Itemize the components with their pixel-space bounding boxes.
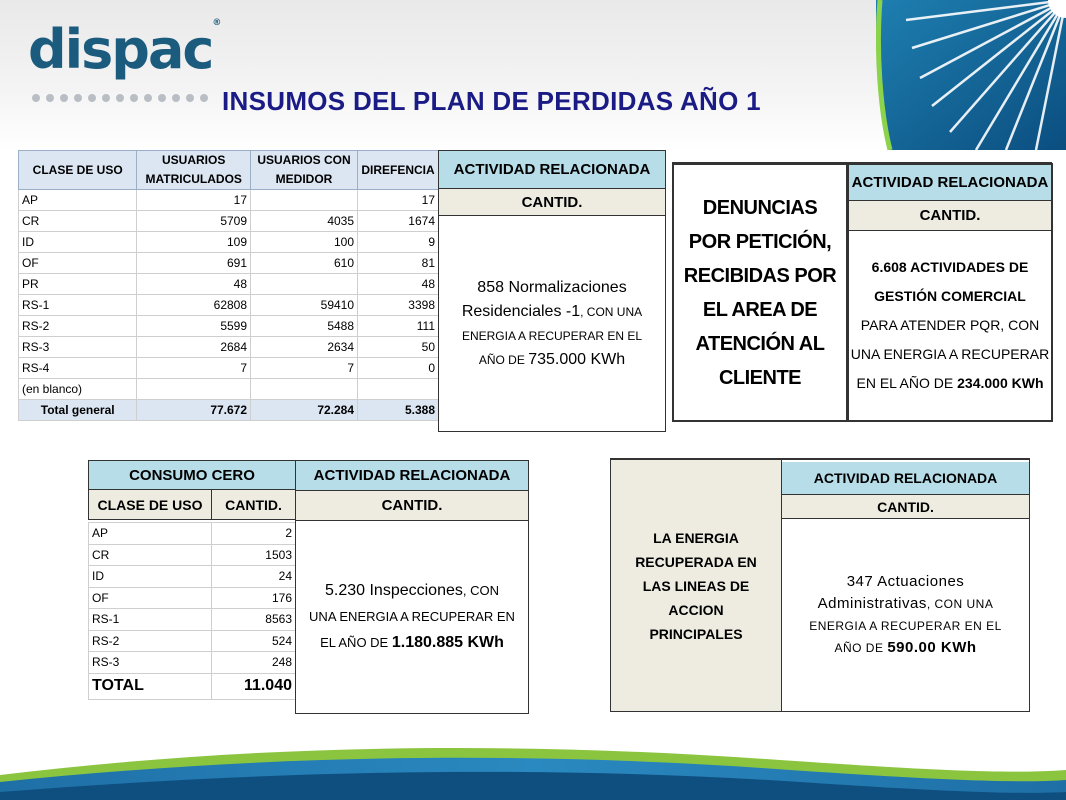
value-cell (137, 379, 251, 400)
value-cell (251, 274, 358, 295)
consumo-col-clase: CLASE DE USO (89, 490, 212, 519)
table-row (19, 337, 439, 358)
col-header-matriculados-text: USUARIOS MATRICULADOS (145, 153, 242, 186)
complaints-line-5-pre: EN EL AÑO DE (856, 374, 958, 391)
value-cell: 62808 (137, 295, 251, 316)
value-cell: 111 (358, 316, 439, 337)
energy-activity-box (781, 459, 1030, 712)
usage-class-cell: AP (89, 523, 212, 545)
energy-line-2-rest: , CON UNA (926, 597, 994, 611)
usage-class-table (18, 150, 439, 421)
value-cell: 0 (358, 358, 439, 379)
activity-description (439, 216, 665, 431)
inspections-line-1-rest: , CON (462, 583, 499, 598)
page-title: INSUMOS DEL PLAN DE PERDIDAS AÑO 1 (222, 86, 761, 116)
table-row (19, 295, 439, 316)
value-cell: 9 (358, 232, 439, 253)
value-cell: 2634 (251, 337, 358, 358)
energy-activity-header: ACTIVIDAD RELACIONADA (782, 462, 1029, 495)
total-row (19, 400, 439, 421)
dispac-logo (28, 18, 221, 81)
inspections-line-3-pre: EL AÑO DE (320, 635, 392, 650)
value-cell (251, 190, 358, 211)
value-cell: 4035 (251, 211, 358, 232)
usage-class-cell: RS-2 (89, 630, 212, 652)
inspections-line-1 (325, 578, 499, 604)
col-header-matriculados (137, 151, 251, 190)
energy-line-2 (818, 593, 994, 615)
usage-class-cell: RS-4 (19, 358, 137, 379)
activity-line-4-pre: AÑO DE (478, 352, 529, 367)
value-cell: 5488 (251, 316, 358, 337)
usage-class-cell: OF (19, 253, 137, 274)
value-cell (358, 379, 439, 400)
col-header-diferencia: DIREFENCIA (358, 151, 439, 190)
total-value: 77.672 (137, 400, 251, 421)
col-header-medidor (251, 151, 358, 190)
table-row (89, 587, 296, 609)
table-row (19, 316, 439, 337)
value-cell: 1503 (212, 544, 296, 566)
usage-class-cell: RS-1 (19, 295, 137, 316)
energy-line-1: 347 Actuaciones (846, 573, 965, 590)
col-header-medidor-text: USUARIOS CON MEDIDOR (257, 153, 351, 186)
inspections-line-3 (320, 630, 504, 656)
total-value: 5.388 (358, 400, 439, 421)
total-value: 11.040 (212, 673, 296, 699)
value-cell: 17 (137, 190, 251, 211)
energy-line-4 (834, 637, 976, 659)
value-cell: 7 (137, 358, 251, 379)
usage-class-cell: ID (19, 232, 137, 253)
complaints-line-2: GESTIÓN COMERCIAL (874, 287, 1026, 304)
value-cell: 100 (251, 232, 358, 253)
activity-line-2-bold: Residenciales -1 (461, 302, 581, 320)
table-row (19, 232, 439, 253)
usage-class-cell: OF (89, 587, 212, 609)
inspections-line-2: UNA ENERGIA A RECUPERAR EN (309, 609, 515, 624)
energy-activity-description (782, 519, 1029, 711)
complaints-activity-header: ACTIVIDAD RELACIONADA (849, 165, 1051, 201)
corner-sunburst-graphic (876, 0, 1066, 150)
activity-box-inspecciones (295, 460, 529, 714)
value-cell: 5709 (137, 211, 251, 232)
activity-line-2 (462, 300, 642, 324)
usage-class-cell: AP (19, 190, 137, 211)
complaints-line-3: PARA ATENDER PQR, CON (860, 316, 1040, 333)
activity-box-normalizaciones (438, 150, 666, 432)
logo-trademark: ® (212, 18, 222, 28)
inspections-activity-description (296, 521, 528, 713)
value-cell: 2 (212, 523, 296, 545)
logo-dots (32, 94, 208, 102)
value-cell: 5599 (137, 316, 251, 337)
total-value: 72.284 (251, 400, 358, 421)
activity-line-3: ENERGIA A RECUPERAR EN EL (461, 328, 643, 343)
table-row (19, 253, 439, 274)
energy-label (611, 460, 781, 711)
usage-class-cell: (en blanco) (19, 379, 137, 400)
total-row (89, 673, 296, 699)
consumo-cero-table (88, 522, 296, 700)
complaints-line-1: 6.608 ACTIVIDADES DE (871, 258, 1029, 275)
energy-label-text: LA ENERGIA RECUPERADA EN LAS LINEAS DE ACCION PRINCIPALES (635, 529, 757, 642)
complaints-line-5-bold: 234.000 KWh (957, 374, 1044, 391)
table-row (89, 609, 296, 631)
table-row (19, 379, 439, 400)
table-row (89, 630, 296, 652)
complaints-activity-subheader: CANTID. (849, 201, 1051, 231)
value-cell: 109 (137, 232, 251, 253)
value-cell: 81 (358, 253, 439, 274)
table-row (89, 544, 296, 566)
activity-line-4-bold: 735.000 KWh (528, 350, 626, 368)
value-cell: 248 (212, 652, 296, 674)
usage-class-cell: RS-2 (19, 316, 137, 337)
complaints-activity-description (849, 231, 1051, 419)
inspections-activity-header: ACTIVIDAD RELACIONADA (296, 461, 528, 491)
usage-class-cell: PR (19, 274, 137, 295)
table-row (19, 211, 439, 232)
value-cell: 3398 (358, 295, 439, 316)
complaints-line-5 (857, 369, 1044, 398)
value-cell: 7 (251, 358, 358, 379)
value-cell: 24 (212, 566, 296, 588)
complaints-label-text: DENUNCIAS POR PETICIÓN, RECIBIDAS POR EL AREA DE ATENCIÓN AL CLIENTE (683, 196, 837, 389)
value-cell (251, 379, 358, 400)
activity-line-2-rest: , CON UNA (580, 304, 643, 319)
value-cell: 2684 (137, 337, 251, 358)
usage-class-cell: CR (19, 211, 137, 232)
consumo-cero-col-headers (88, 490, 296, 520)
complaints-label-box (672, 163, 848, 422)
logo-word: dispac (28, 18, 213, 81)
activity-subheader: CANTID. (439, 189, 665, 216)
usage-class-cell: RS-3 (89, 652, 212, 674)
value-cell: 524 (212, 630, 296, 652)
value-cell: 17 (358, 190, 439, 211)
consumo-cero-title: CONSUMO CERO (88, 460, 296, 490)
table-row (89, 566, 296, 588)
value-cell: 8563 (212, 609, 296, 631)
complaints-activity-box (847, 163, 1053, 422)
total-label: TOTAL (89, 673, 212, 699)
inspections-line-1-bold: 5.230 Inspecciones (325, 582, 463, 599)
table-row (19, 190, 439, 211)
usage-class-cell: RS-3 (19, 337, 137, 358)
footer-wave-graphic (0, 720, 1066, 800)
energy-line-4-bold: 590.00 KWh (887, 639, 977, 656)
energy-line-4-pre: AÑO DE (834, 641, 888, 655)
energy-label-box (610, 459, 782, 712)
usage-class-cell: RS-1 (89, 609, 212, 631)
consumo-col-cantid: CANTID. (212, 490, 295, 519)
value-cell: 50 (358, 337, 439, 358)
energy-line-2-bold: Administrativas (817, 595, 927, 612)
value-cell: 59410 (251, 295, 358, 316)
value-cell: 610 (251, 253, 358, 274)
value-cell: 691 (137, 253, 251, 274)
usage-class-cell: ID (89, 566, 212, 588)
total-label: Total general (19, 400, 137, 421)
energy-line-3: ENERGIA A RECUPERAR EN EL (809, 619, 1002, 633)
table-row (19, 274, 439, 295)
col-header-clase: CLASE DE USO (19, 151, 137, 190)
complaints-line-4: UNA ENERGIA A RECUPERAR (850, 345, 1050, 362)
usage-class-cell: CR (89, 544, 212, 566)
complaints-label (674, 165, 846, 420)
table-row (89, 652, 296, 674)
inspections-line-3-bold: 1.180.885 KWh (391, 634, 504, 651)
energy-activity-subheader: CANTID. (782, 495, 1029, 519)
activity-line-1: 858 Normalizaciones (477, 278, 627, 296)
value-cell: 176 (212, 587, 296, 609)
activity-header: ACTIVIDAD RELACIONADA (439, 151, 665, 189)
activity-line-4 (479, 348, 625, 372)
table-header-row (19, 151, 439, 190)
table-row (89, 523, 296, 545)
value-cell: 1674 (358, 211, 439, 232)
inspections-activity-subheader: CANTID. (296, 491, 528, 521)
table-row (19, 358, 439, 379)
value-cell: 48 (358, 274, 439, 295)
value-cell: 48 (137, 274, 251, 295)
